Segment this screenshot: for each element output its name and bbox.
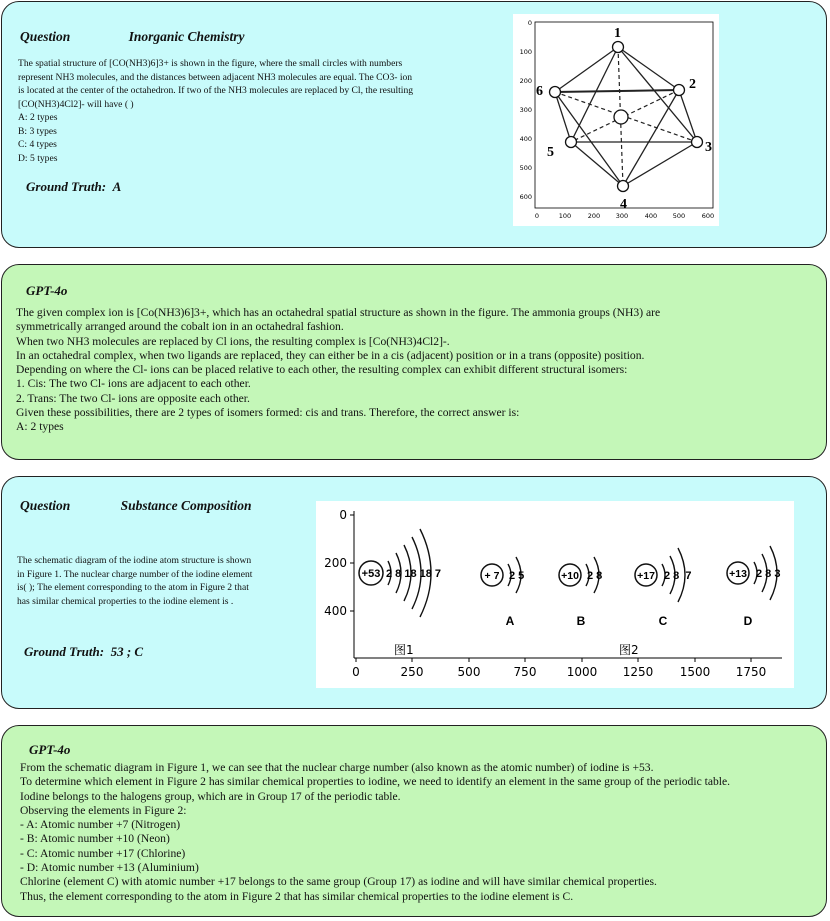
node-6 <box>550 87 561 98</box>
x-tick: 100 <box>558 212 572 220</box>
atom-A <box>481 557 524 628</box>
option: C: 4 types <box>18 139 57 150</box>
atom-letter: A <box>505 614 515 628</box>
nucleus-charge: + 7 <box>484 570 500 582</box>
y-tick: 600 <box>519 193 532 201</box>
node-4 <box>618 181 629 192</box>
ground-truth-separator: : <box>101 179 107 194</box>
ground-truth-value: A <box>112 179 122 194</box>
atom-C <box>635 548 692 628</box>
answer-line: From the schematic diagram in Figure 1, we can see that the nuclear charge number (also known as the atomic number) of iodine is +53. <box>20 761 654 774</box>
question-text <box>18 57 488 165</box>
category-label: Inorganic Chemistry <box>128 29 245 44</box>
question-card-2 <box>1 476 827 709</box>
figure-1-label: 图1 <box>394 643 414 657</box>
y-tick: 300 <box>519 106 532 114</box>
answer-line: In an octahedral complex, when two ligands are replaced, they can either be in a cis (adjacent) position or in a trans (opposite) position. <box>16 348 645 362</box>
answer-line: Depending on where the Cl- ions can be placed relative to each other, the resulting complex can exhibit different structural isomers: <box>16 363 628 377</box>
atom-letter: C <box>658 614 668 628</box>
option: B: 3 types <box>18 125 57 137</box>
answer-line: A: 2 types <box>16 420 64 434</box>
nucleus-charge: +17 <box>637 570 655 582</box>
node-label: 6 <box>536 84 543 99</box>
question-text <box>17 554 327 608</box>
atom-letter: D <box>743 614 753 628</box>
answer-line: - B: Atomic number +10 (Neon) <box>20 832 170 846</box>
node-label: 5 <box>547 145 554 160</box>
x-tick: 0 <box>534 212 540 220</box>
node-label: 3 <box>705 140 712 155</box>
ground-truth <box>24 644 143 660</box>
shell-electrons: 2 8 7 <box>664 570 692 582</box>
question-card-1 <box>1 1 827 248</box>
x-tick: 1250 <box>622 665 654 679</box>
option: D: 5 types <box>18 152 58 164</box>
x-tick: 0 <box>352 665 360 679</box>
answer-line: Chlorine (element C) with atomic number +17 belongs to the same group (Group 17) as iodine and will have similar chemical properties. <box>20 875 657 889</box>
answer-line: Given these possibilities, there are 2 types of isomers formed: cis and trans. Therefore, the correct answer is: <box>16 406 520 420</box>
x-tick: 500 <box>457 665 481 679</box>
answer-text <box>20 761 820 904</box>
y-tick: 100 <box>519 48 532 56</box>
x-tick: 300 <box>615 212 629 220</box>
atom-D <box>727 546 780 628</box>
nucleus-charge: +53 <box>361 568 381 580</box>
question-line: in Figure 1. The nuclear charge number of the iodine element <box>17 568 253 580</box>
answer-line: 2. Trans: The two Cl- ions are opposite each other. <box>16 391 250 405</box>
card-header <box>20 498 252 514</box>
tick-marks <box>350 515 751 662</box>
ground-truth-value: 53 ; C <box>110 644 144 659</box>
octahedron-figure <box>513 14 719 226</box>
shell-electrons: 2 8 3 <box>756 568 781 580</box>
ground-truth <box>26 179 121 195</box>
atom-structure-figure <box>316 501 794 688</box>
category-label: Substance Composition <box>120 498 252 513</box>
x-tick: 1500 <box>679 665 711 679</box>
y-tick: 0 <box>339 508 347 522</box>
question-line: [CO(NH3)4Cl2]- will have ( ) <box>18 98 134 110</box>
y-axis-ticks <box>520 19 532 201</box>
answer-line: 1. Cis: The two Cl- ions are adjacent to each other. <box>16 377 251 391</box>
node-3 <box>692 137 703 148</box>
nucleus-charge: +10 <box>561 570 579 582</box>
answer-line: Observing the elements in Figure 2: <box>20 803 187 817</box>
ground-truth-label: Ground Truth <box>24 644 100 659</box>
x-tick: 200 <box>587 212 601 220</box>
card-label: GPT-4o <box>29 742 71 757</box>
atom-B <box>559 557 602 628</box>
atom-letter: B <box>576 614 586 628</box>
node-1 <box>613 42 624 53</box>
answer-line: When two NH3 molecules are replaced by Cl ions, the resulting complex is [Co(NH3)4Cl2]-. <box>16 334 450 348</box>
x-tick: 1750 <box>735 665 767 679</box>
answer-line: symmetrically arranged around the cobalt ion in an octahedral fashion. <box>16 320 344 334</box>
node-5 <box>566 137 577 148</box>
center-ion <box>614 110 628 124</box>
answer-line: - C: Atomic number +17 (Chlorine) <box>20 846 186 860</box>
question-line: represent NH3 molecules, and the distances between adjacent NH3 molecules are equal. The CO3- ion <box>18 71 413 83</box>
atom-iodine <box>359 529 441 617</box>
question-line: is( ); The element corresponding to the atom in Figure 2 that <box>17 582 249 593</box>
question-line: is located at the center of the octahedron. If two of the NH3 molecules are replaced by Cl, the resulting <box>18 85 414 96</box>
x-axis-ticks <box>535 212 714 220</box>
answer-text <box>16 306 816 435</box>
answer-line: Thus, the element corresponding to the atom in Figure 2 that has similar chemical properties to the iodine element is C. <box>20 889 574 903</box>
atom-structure-plot <box>316 501 794 688</box>
question-line: The schematic diagram of the iodine atom structure is shown <box>17 555 252 566</box>
y-tick: 200 <box>519 77 532 85</box>
node-label: 1 <box>614 26 621 41</box>
x-tick: 250 <box>400 665 424 679</box>
node-2 <box>674 85 685 96</box>
figure-2-label: 图2 <box>619 643 639 657</box>
x-tick: 1000 <box>566 665 598 679</box>
answer-card-2 <box>1 725 827 917</box>
shell-electrons: 2 8 <box>587 570 603 582</box>
question-line: has similar chemical properties to the iodine element is . <box>17 595 234 607</box>
answer-card-1 <box>1 264 827 460</box>
option: A: 2 types <box>18 112 58 123</box>
card-label: Question <box>20 29 71 44</box>
y-tick: 200 <box>324 556 347 570</box>
x-tick: 400 <box>644 212 658 220</box>
card-label: Question <box>20 498 71 513</box>
shell-electrons: 2 8 18 18 7 <box>386 568 442 580</box>
nucleus-charge: +13 <box>729 568 747 580</box>
question-line: The spatial structure of [CO(NH3)6]3+ is shown in the figure, where the small circles with numbers <box>18 58 403 69</box>
answer-line: To determine which element in Figure 2 has similar chemical properties to iodine, we need to identify an element in the same group of the periodic table. <box>20 775 731 789</box>
x-tick: 600 <box>701 212 715 220</box>
x-tick: 750 <box>513 665 537 679</box>
answer-line: Iodine belongs to the halogens group, which are in Group 17 of the periodic table. <box>20 789 401 803</box>
y-tick: 400 <box>519 135 532 143</box>
y-tick: 500 <box>519 164 532 172</box>
card-header <box>20 29 245 45</box>
y-axis-ticks <box>324 508 347 618</box>
shell-electrons: 2 5 <box>509 570 525 582</box>
answer-line: - A: Atomic number +7 (Nitrogen) <box>20 818 181 832</box>
node-label: 2 <box>689 77 696 92</box>
x-axis-ticks <box>352 665 766 679</box>
answer-line: - D: Atomic number +13 (Aluminium) <box>20 861 199 875</box>
octahedron-plot <box>513 14 719 226</box>
y-tick: 400 <box>324 604 347 618</box>
ground-truth-separator: : <box>99 644 105 659</box>
y-tick: 0 <box>527 19 532 27</box>
answer-line: The given complex ion is [Co(NH3)6]3+, which has an octahedral spatial structure as shown in the figure. The ammonia groups (NH3) are <box>16 306 661 319</box>
x-tick: 500 <box>672 212 686 220</box>
card-label: GPT-4o <box>26 283 68 298</box>
ground-truth-label: Ground Truth <box>26 179 102 194</box>
node-label: 4 <box>620 197 627 212</box>
